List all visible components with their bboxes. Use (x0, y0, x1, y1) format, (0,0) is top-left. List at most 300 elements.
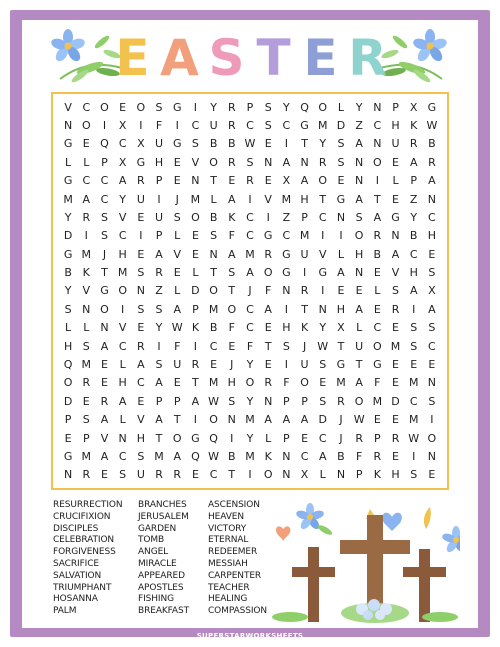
grid-letter[interactable]: D (63, 394, 73, 408)
grid-letter[interactable]: V (391, 266, 400, 280)
grid-letter[interactable]: E (137, 394, 145, 408)
grid-letter[interactable]: Q (63, 358, 73, 372)
grid-letter[interactable]: E (428, 468, 436, 482)
grid-letter[interactable]: E (173, 155, 181, 169)
grid-letter[interactable]: I (339, 229, 343, 243)
grid-letter[interactable]: A (264, 413, 272, 427)
grid-letter[interactable]: O (81, 119, 91, 133)
grid-letter[interactable]: N (100, 321, 109, 335)
grid-letter[interactable]: C (318, 431, 327, 445)
grid-letter[interactable]: S (337, 137, 345, 151)
grid-letter[interactable]: K (264, 449, 272, 463)
grid-letter[interactable]: X (137, 137, 145, 151)
grid-letter[interactable]: N (282, 449, 291, 463)
grid-letter[interactable]: L (83, 155, 90, 169)
grid-letter[interactable]: A (282, 155, 291, 169)
grid-letter[interactable]: V (64, 100, 72, 114)
grid-letter[interactable]: A (300, 413, 309, 427)
grid-letter[interactable]: S (392, 284, 399, 298)
grid-letter[interactable]: M (245, 413, 255, 427)
grid-letter[interactable]: I (121, 302, 125, 316)
grid-letter[interactable]: B (409, 229, 418, 243)
grid-letter[interactable]: B (337, 449, 345, 463)
grid-letter[interactable]: S (264, 100, 272, 114)
grid-letter[interactable]: C (118, 137, 127, 151)
grid-letter[interactable]: L (337, 100, 345, 114)
grid-letter[interactable]: I (193, 339, 198, 353)
grid-letter[interactable]: S (100, 210, 108, 224)
grid-letter[interactable]: A (100, 413, 109, 427)
grid-letter[interactable]: Y (283, 100, 290, 114)
grid-letter[interactable]: A (300, 174, 309, 188)
grid-letter[interactable]: M (208, 302, 219, 316)
grid-letter[interactable]: L (65, 155, 72, 169)
grid-letter[interactable]: I (248, 192, 252, 206)
grid-letter[interactable]: I (302, 266, 307, 280)
grid-letter[interactable]: C (209, 339, 218, 353)
grid-letter[interactable]: A (100, 339, 109, 353)
grid-letter[interactable]: N (373, 137, 382, 151)
grid-letter[interactable]: R (246, 174, 254, 188)
grid-letter[interactable]: G (427, 100, 437, 114)
grid-letter[interactable]: X (300, 468, 309, 482)
grid-letter[interactable]: T (228, 468, 236, 482)
grid-letter[interactable]: G (391, 210, 400, 224)
grid-letter[interactable]: C (82, 100, 91, 114)
grid-letter[interactable]: N (300, 155, 309, 169)
grid-letter[interactable]: U (155, 210, 164, 224)
grid-letter[interactable]: T (319, 192, 327, 206)
grid-letter[interactable]: R (428, 155, 436, 169)
grid-letter[interactable]: S (410, 321, 418, 335)
grid-letter[interactable]: O (245, 376, 255, 390)
grid-letter[interactable]: U (173, 358, 182, 372)
grid-letter[interactable]: N (191, 174, 200, 188)
grid-letter[interactable]: A (355, 302, 363, 316)
grid-letter[interactable]: K (191, 321, 200, 335)
grid-letter[interactable]: S (155, 100, 163, 114)
grid-letter[interactable]: R (373, 229, 382, 243)
grid-letter[interactable]: C (118, 449, 127, 463)
grid-letter[interactable]: E (264, 174, 272, 188)
grid-letter[interactable]: X (118, 155, 127, 169)
grid-letter[interactable]: E (428, 247, 436, 261)
grid-letter[interactable]: Y (355, 100, 363, 114)
grid-letter[interactable]: G (336, 192, 346, 206)
grid-letter[interactable]: I (284, 137, 288, 151)
grid-letter[interactable]: O (354, 394, 364, 408)
grid-letter[interactable]: Y (246, 358, 254, 372)
grid-letter[interactable]: R (391, 302, 400, 316)
grid-letter[interactable]: M (245, 247, 255, 261)
grid-letter[interactable]: Q (100, 137, 109, 151)
grid-letter[interactable]: N (355, 266, 364, 280)
grid-letter[interactable]: E (137, 321, 145, 335)
grid-letter[interactable]: H (355, 247, 364, 261)
grid-letter[interactable]: R (373, 449, 382, 463)
grid-letter[interactable]: E (319, 376, 327, 390)
grid-letter[interactable]: E (137, 247, 145, 261)
grid-letter[interactable]: G (63, 449, 73, 463)
grid-letter[interactable]: R (227, 100, 236, 114)
grid-letter[interactable]: S (191, 137, 199, 151)
grid-letter[interactable]: N (264, 155, 273, 169)
grid-letter[interactable]: D (391, 394, 400, 408)
grid-letter[interactable]: R (82, 210, 91, 224)
grid-letter[interactable]: O (191, 210, 200, 224)
grid-letter[interactable]: G (172, 100, 182, 114)
grid-letter[interactable]: I (157, 339, 161, 353)
grid-letter[interactable]: O (63, 376, 73, 390)
grid-letter[interactable]: Q (191, 449, 200, 463)
grid-letter[interactable]: P (246, 100, 254, 114)
grid-letter[interactable]: R (300, 284, 309, 298)
grid-letter[interactable]: Z (355, 119, 363, 133)
grid-letter[interactable]: C (246, 229, 254, 243)
grid-letter[interactable]: S (319, 394, 327, 408)
grid-letter[interactable]: T (264, 339, 272, 353)
grid-letter[interactable]: C (191, 119, 200, 133)
grid-letter[interactable]: S (428, 266, 436, 280)
grid-letter[interactable]: R (318, 155, 327, 169)
grid-letter[interactable]: A (282, 413, 291, 427)
grid-letter[interactable]: N (63, 119, 73, 133)
grid-letter[interactable]: A (118, 174, 127, 188)
grid-letter[interactable]: R (227, 155, 236, 169)
grid-letter[interactable]: E (82, 394, 90, 408)
grid-letter[interactable]: F (283, 376, 290, 390)
grid-letter[interactable]: N (227, 413, 236, 427)
grid-letter[interactable]: W (208, 449, 220, 463)
grid-letter[interactable]: C (428, 339, 436, 353)
grid-letter[interactable]: S (155, 358, 163, 372)
grid-letter[interactable]: P (301, 394, 308, 408)
grid-letter[interactable]: R (155, 468, 163, 482)
grid-letter[interactable]: X (409, 100, 418, 114)
grid-letter[interactable]: A (228, 192, 236, 206)
grid-letter[interactable]: R (155, 266, 163, 280)
grid-letter[interactable]: P (155, 394, 163, 408)
grid-letter[interactable]: N (355, 174, 364, 188)
grid-letter[interactable]: I (266, 210, 270, 224)
grid-letter[interactable]: H (154, 155, 164, 169)
grid-letter[interactable]: M (299, 229, 310, 243)
grid-letter[interactable]: O (372, 339, 382, 353)
grid-letter[interactable]: N (318, 302, 327, 316)
grid-letter[interactable]: T (228, 284, 236, 298)
grid-letter[interactable]: B (228, 137, 236, 151)
grid-letter[interactable]: A (318, 449, 327, 463)
grid-letter[interactable]: H (427, 229, 437, 243)
grid-letter[interactable]: A (173, 302, 181, 316)
grid-letter[interactable]: I (375, 174, 379, 188)
grid-letter[interactable]: S (355, 210, 363, 224)
grid-letter[interactable]: I (412, 449, 416, 463)
grid-letter[interactable]: P (355, 468, 363, 482)
grid-letter[interactable]: Y (210, 100, 217, 114)
grid-letter[interactable]: N (264, 394, 273, 408)
grid-letter[interactable]: V (264, 192, 272, 206)
grid-letter[interactable]: O (318, 100, 328, 114)
grid-letter[interactable]: G (373, 358, 382, 372)
grid-letter[interactable]: E (392, 358, 399, 372)
grid-letter[interactable]: L (174, 229, 181, 243)
grid-letter[interactable]: N (63, 468, 73, 482)
grid-letter[interactable]: V (82, 284, 91, 298)
grid-letter[interactable]: S (228, 266, 236, 280)
grid-letter[interactable]: M (408, 413, 419, 427)
grid-letter[interactable]: P (155, 229, 163, 243)
grid-letter[interactable]: E (173, 174, 181, 188)
grid-letter[interactable]: M (81, 358, 92, 372)
grid-letter[interactable]: I (284, 358, 288, 372)
grid-letter[interactable]: O (209, 284, 218, 298)
grid-letter[interactable]: R (264, 376, 273, 390)
grid-letter[interactable]: S (410, 468, 418, 482)
grid-letter[interactable]: C (373, 321, 382, 335)
grid-letter[interactable]: L (174, 284, 181, 298)
grid-letter[interactable]: D (191, 284, 200, 298)
grid-letter[interactable]: O (118, 284, 127, 298)
grid-letter[interactable]: E (173, 266, 181, 280)
grid-letter[interactable]: R (337, 394, 345, 408)
grid-letter[interactable]: E (337, 284, 345, 298)
grid-letter[interactable]: M (81, 247, 92, 261)
grid-letter[interactable]: E (82, 137, 90, 151)
grid-letter[interactable]: C (318, 210, 327, 224)
grid-letter[interactable]: R (391, 431, 400, 445)
grid-letter[interactable]: Y (64, 210, 72, 224)
grid-letter[interactable]: F (355, 449, 363, 463)
grid-letter[interactable]: E (301, 431, 309, 445)
grid-letter[interactable]: E (100, 358, 108, 372)
grid-letter[interactable]: R (264, 247, 273, 261)
grid-letter[interactable]: S (428, 321, 436, 335)
grid-letter[interactable]: C (246, 321, 254, 335)
grid-letter[interactable]: F (265, 284, 272, 298)
grid-letter[interactable]: A (355, 376, 363, 390)
grid-letter[interactable]: C (100, 174, 109, 188)
grid-letter[interactable]: T (192, 376, 199, 390)
grid-letter[interactable]: E (64, 431, 72, 445)
grid-letter[interactable]: H (118, 376, 127, 390)
grid-letter[interactable]: C (428, 210, 436, 224)
grid-letter[interactable]: P (301, 210, 308, 224)
grid-letter[interactable]: L (119, 413, 126, 427)
grid-letter[interactable]: E (119, 100, 127, 114)
grid-letter[interactable]: C (118, 229, 127, 243)
grid-letter[interactable]: L (65, 321, 72, 335)
grid-letter[interactable]: P (410, 174, 418, 188)
grid-letter[interactable]: A (173, 449, 181, 463)
grid-letter[interactable]: H (391, 119, 400, 133)
grid-letter[interactable]: R (82, 376, 91, 390)
grid-letter[interactable]: K (300, 321, 309, 335)
grid-letter[interactable]: V (318, 247, 327, 261)
grid-letter[interactable]: A (428, 302, 436, 316)
grid-letter[interactable]: I (284, 302, 288, 316)
grid-letter[interactable]: X (337, 321, 345, 335)
grid-letter[interactable]: U (355, 339, 364, 353)
grid-letter[interactable]: A (191, 394, 200, 408)
grid-letter[interactable]: T (210, 266, 217, 280)
grid-letter[interactable]: F (246, 339, 254, 353)
grid-letter[interactable]: E (392, 155, 399, 169)
grid-letter[interactable]: J (102, 247, 107, 261)
grid-letter[interactable]: Z (409, 192, 418, 206)
grid-letter[interactable]: C (282, 119, 291, 133)
grid-letter[interactable]: T (337, 339, 345, 353)
grid-letter[interactable]: C (118, 339, 127, 353)
grid-letter[interactable]: W (208, 394, 220, 408)
grid-letter[interactable]: N (136, 284, 145, 298)
grid-letter[interactable]: G (63, 137, 73, 151)
grid-letter[interactable]: E (428, 358, 436, 372)
grid-letter[interactable]: L (265, 431, 272, 445)
grid-letter[interactable]: H (118, 247, 127, 261)
grid-letter[interactable]: L (337, 247, 345, 261)
grid-letter[interactable]: Z (282, 210, 291, 224)
grid-letter[interactable]: M (208, 376, 219, 390)
grid-letter[interactable]: O (263, 468, 273, 482)
grid-letter[interactable]: T (155, 431, 163, 445)
grid-letter[interactable]: L (392, 174, 399, 188)
grid-letter[interactable]: E (100, 376, 108, 390)
grid-letter[interactable]: A (337, 266, 345, 280)
grid-letter[interactable]: Y (410, 210, 418, 224)
grid-letter[interactable]: A (409, 155, 418, 169)
grid-letter[interactable]: S (210, 229, 218, 243)
grid-letter[interactable]: L (374, 284, 381, 298)
grid-letter[interactable]: D (336, 119, 346, 133)
grid-letter[interactable]: T (355, 358, 363, 372)
grid-letter[interactable]: Q (209, 431, 218, 445)
grid-letter[interactable]: P (283, 394, 290, 408)
grid-letter[interactable]: Y (319, 321, 327, 335)
grid-letter[interactable]: O (318, 174, 328, 188)
grid-letter[interactable]: R (100, 394, 109, 408)
grid-letter[interactable]: E (191, 229, 199, 243)
grid-letter[interactable]: E (191, 468, 199, 482)
grid-letter[interactable]: U (136, 192, 145, 206)
grid-letter[interactable]: A (409, 284, 418, 298)
grid-letter[interactable]: C (100, 192, 109, 206)
grid-letter[interactable]: G (282, 266, 291, 280)
grid-letter[interactable]: B (228, 449, 236, 463)
grid-letter[interactable]: M (190, 192, 201, 206)
grid-letter[interactable]: F (174, 339, 181, 353)
grid-letter[interactable]: H (391, 468, 400, 482)
grid-letter[interactable]: A (355, 137, 363, 151)
grid-letter[interactable]: K (410, 119, 418, 133)
grid-letter[interactable]: I (248, 468, 252, 482)
grid-letter[interactable]: E (392, 192, 399, 206)
grid-letter[interactable]: N (282, 284, 291, 298)
grid-letter[interactable]: J (175, 192, 179, 206)
grid-letter[interactable]: N (118, 431, 127, 445)
grid-letter[interactable]: O (209, 155, 218, 169)
grid-letter[interactable]: S (137, 449, 145, 463)
grid-letter[interactable]: H (336, 302, 346, 316)
grid-letter[interactable]: E (392, 449, 399, 463)
grid-letter[interactable]: M (408, 376, 419, 390)
grid-letter[interactable]: S (82, 413, 90, 427)
grid-letter[interactable]: A (155, 247, 163, 261)
grid-letter[interactable]: M (372, 394, 383, 408)
grid-letter[interactable]: A (228, 247, 236, 261)
grid-letter[interactable]: A (373, 210, 382, 224)
grid-letter[interactable]: U (300, 358, 309, 372)
grid-letter[interactable]: O (100, 100, 109, 114)
grid-letter[interactable]: Y (246, 431, 254, 445)
grid-letter[interactable]: X (428, 284, 436, 298)
grid-letter[interactable]: N (336, 468, 346, 482)
grid-letter[interactable]: N (427, 192, 436, 206)
grid-letter[interactable]: F (228, 321, 235, 335)
grid-letter[interactable]: A (391, 247, 400, 261)
grid-letter[interactable]: C (246, 119, 254, 133)
grid-letter[interactable]: P (64, 413, 72, 427)
grid-letter[interactable]: S (173, 210, 181, 224)
grid-letter[interactable]: E (392, 321, 399, 335)
grid-letter[interactable]: W (317, 339, 329, 353)
grid-letter[interactable]: B (428, 137, 436, 151)
grid-letter[interactable]: S (264, 119, 272, 133)
grid-letter[interactable]: Y (246, 394, 254, 408)
grid-letter[interactable]: I (139, 229, 143, 243)
grid-letter[interactable]: I (321, 229, 325, 243)
grid-letter[interactable]: W (426, 119, 438, 133)
grid-letter[interactable]: P (82, 431, 90, 445)
grid-letter[interactable]: E (337, 174, 345, 188)
grid-letter[interactable]: N (282, 468, 291, 482)
grid-letter[interactable]: U (300, 247, 309, 261)
grid-letter[interactable]: H (409, 266, 418, 280)
grid-letter[interactable]: F (374, 376, 381, 390)
grid-letter[interactable]: S (319, 358, 327, 372)
grid-letter[interactable]: W (171, 321, 183, 335)
grid-letter[interactable]: G (282, 247, 291, 261)
grid-letter[interactable]: N (82, 302, 91, 316)
grid-letter[interactable]: A (82, 192, 91, 206)
grid-letter[interactable]: M (245, 449, 255, 463)
grid-letter[interactable]: R (227, 119, 236, 133)
grid-letter[interactable]: H (282, 321, 291, 335)
grid-letter[interactable]: B (209, 137, 218, 151)
grid-letter[interactable]: C (137, 376, 145, 390)
grid-letter[interactable]: E (355, 284, 363, 298)
grid-letter[interactable]: H (300, 192, 309, 206)
grid-letter[interactable]: I (230, 431, 234, 445)
grid-letter[interactable]: I (321, 284, 325, 298)
grid-letter[interactable]: V (100, 431, 109, 445)
grid-letter[interactable]: I (175, 119, 179, 133)
grid-letter[interactable]: M (63, 192, 73, 206)
grid-letter[interactable]: U (391, 137, 400, 151)
grid-letter[interactable]: D (318, 413, 327, 427)
grid-letter[interactable]: A (355, 192, 363, 206)
grid-letter[interactable]: X (282, 174, 291, 188)
grid-letter[interactable]: T (301, 137, 308, 151)
grid-letter[interactable]: G (172, 137, 182, 151)
grid-letter[interactable]: F (155, 119, 163, 133)
grid-letter[interactable]: G (300, 119, 309, 133)
grid-letter[interactable]: V (137, 413, 145, 427)
grid-letter[interactable]: O (354, 229, 364, 243)
grid-letter[interactable]: T (101, 266, 108, 280)
grid-letter[interactable]: E (228, 339, 236, 353)
grid-letter[interactable]: A (155, 413, 163, 427)
